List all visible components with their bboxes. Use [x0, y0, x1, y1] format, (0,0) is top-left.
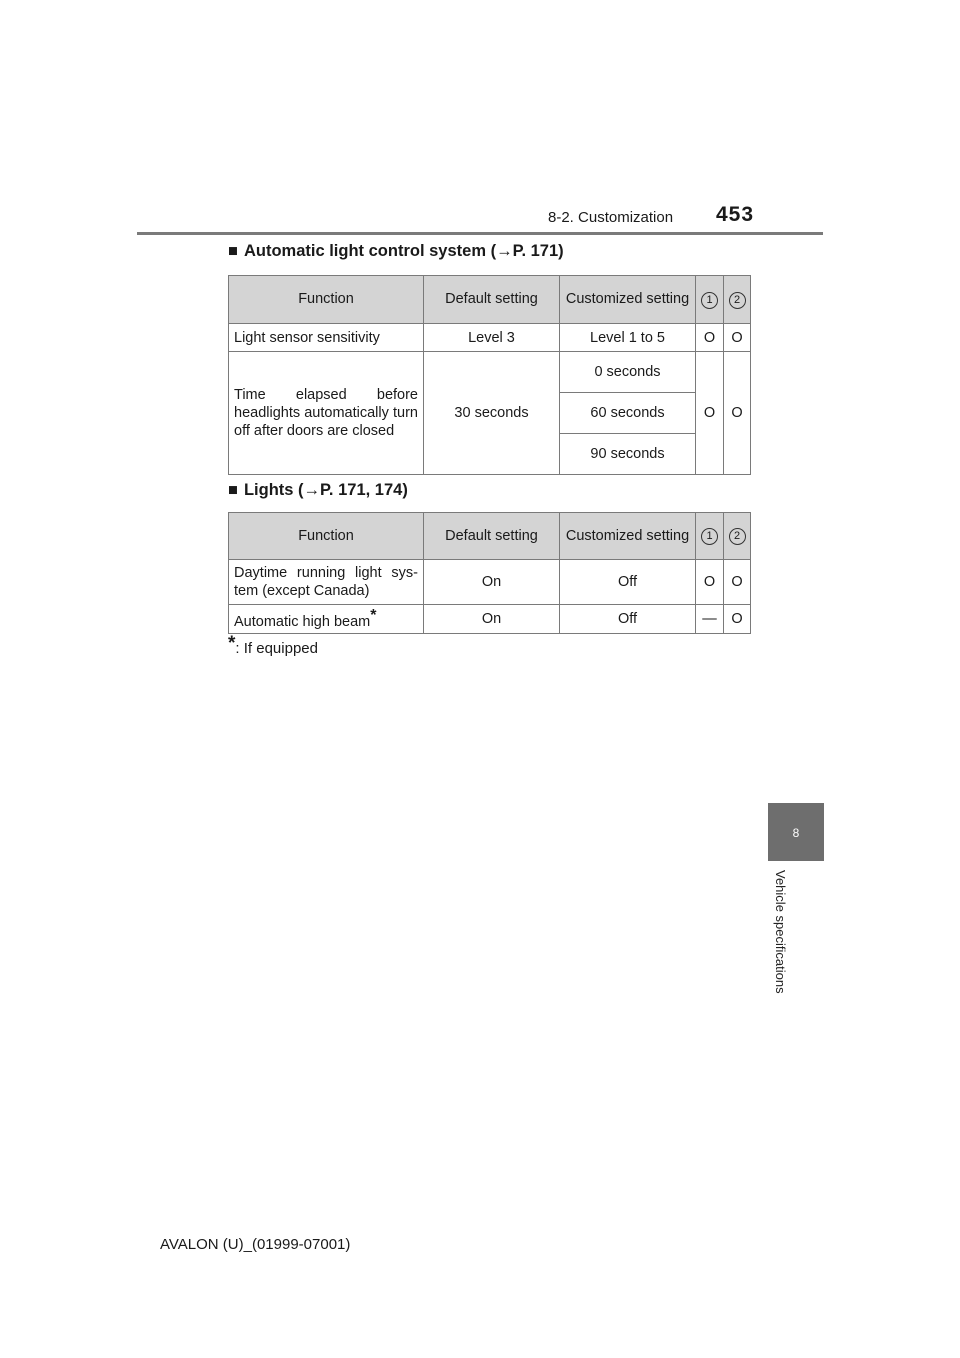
document-code: AVALON (U)_(01999-07001)	[160, 1236, 351, 1253]
column-header-1	[696, 513, 724, 560]
col1-cell: O	[696, 560, 724, 605]
column-header-function: Function	[229, 513, 424, 560]
asterisk-mark: *	[370, 607, 377, 625]
default-cell: On	[424, 605, 560, 634]
table-header-row	[229, 276, 751, 324]
footnote-asterisk: *	[228, 633, 236, 654]
column-header-2	[724, 513, 751, 560]
function-cell: Daytime running light sys-tem (except Canada)	[229, 560, 424, 605]
customized-cell: 90 seconds	[560, 434, 696, 475]
default-cell: 30 seconds	[424, 352, 560, 475]
column-header-customized: Customized setting	[560, 276, 696, 324]
column-header-customized: Customized setting	[560, 513, 696, 560]
function-cell: Time elapsed before headlights automatically turn off after doors are closed	[229, 352, 424, 475]
customized-cell: Off	[560, 560, 696, 605]
chapter-label: Vehicle specifications	[773, 870, 788, 994]
chapter-number: 8	[792, 826, 800, 840]
customized-cell: Level 1 to 5	[560, 324, 696, 352]
table-row	[229, 605, 751, 634]
default-cell: Level 3	[424, 324, 560, 352]
function-text: Automatic high beam	[234, 613, 371, 630]
column-header-2	[724, 276, 751, 324]
circled-number-2-icon: 2	[729, 528, 746, 545]
circled-number-1-icon: 1	[701, 528, 718, 545]
section-title: 8-2. Customization	[548, 209, 674, 226]
column-header-default: Default setting	[424, 276, 560, 324]
footnote-text: : If equipped	[235, 640, 318, 657]
header-divider	[137, 232, 823, 235]
automatic-light-control-table	[228, 275, 751, 475]
column-header-default: Default setting	[424, 513, 560, 560]
function-cell	[229, 605, 424, 634]
section-heading-lights	[228, 481, 408, 500]
default-cell: On	[424, 560, 560, 605]
customized-cell: Off	[560, 605, 696, 634]
footnote	[228, 633, 318, 657]
column-header-1	[696, 276, 724, 324]
col1-cell: —	[696, 605, 724, 634]
col2-cell: O	[724, 352, 751, 475]
heading-text: Lights (→P. 171, 174)	[243, 481, 408, 499]
square-bullet-icon: ■	[228, 242, 238, 260]
customized-cell: 60 seconds	[560, 393, 696, 434]
table-row	[229, 352, 751, 393]
col1-cell: O	[696, 324, 724, 352]
table-row	[229, 560, 751, 605]
col2-cell: O	[724, 560, 751, 605]
circled-number-1-icon: 1	[701, 292, 718, 309]
page-number: 453	[716, 203, 755, 226]
col2-cell: O	[724, 605, 751, 634]
column-header-function: Function	[229, 276, 424, 324]
section-heading-automatic-light-control	[228, 242, 564, 261]
table-row	[229, 324, 751, 352]
customized-cell: 0 seconds	[560, 352, 696, 393]
circled-number-2-icon: 2	[729, 292, 746, 309]
square-bullet-icon: ■	[228, 481, 238, 499]
lights-table	[228, 512, 751, 634]
col1-cell: O	[696, 352, 724, 475]
heading-text: Automatic light control system (→P. 171)	[243, 242, 564, 260]
table-header-row	[229, 513, 751, 560]
col2-cell: O	[724, 324, 751, 352]
function-cell: Light sensor sensitivity	[229, 324, 424, 352]
